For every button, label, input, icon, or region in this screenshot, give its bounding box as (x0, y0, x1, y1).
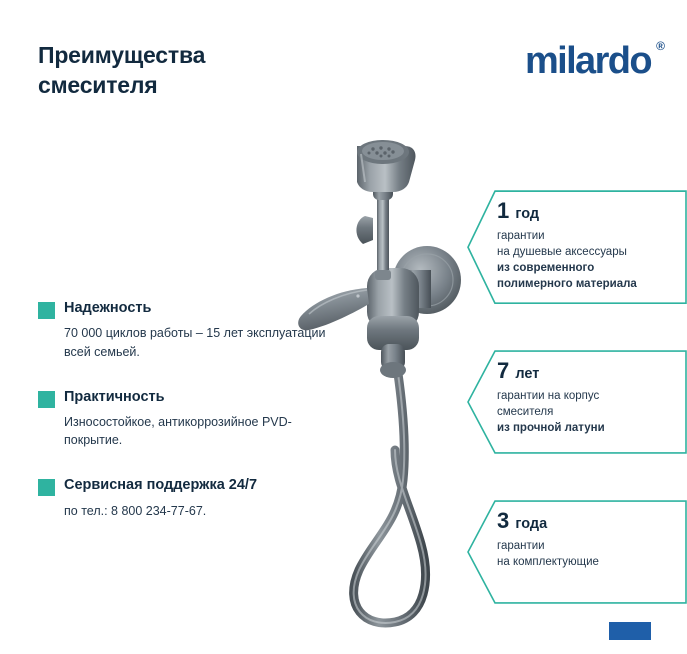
warranty-description (497, 389, 681, 437)
warranty-value (497, 510, 681, 532)
bullet-square-icon (38, 391, 55, 408)
feature-item (38, 389, 338, 450)
warranty-line-2: смесителя (497, 406, 554, 419)
page-title-line-1: Преимущества (38, 42, 206, 68)
warranty-callout (467, 500, 687, 604)
warranty-line-3: из современного (497, 261, 595, 274)
warranty-line-3: из прочной латуни (497, 422, 605, 435)
warranty-line-4: полимерного материала (497, 277, 637, 290)
warranty-description (497, 539, 681, 571)
warranty-number: 3 (497, 508, 510, 534)
brand-logo (524, 39, 665, 82)
feature-title: Надежность (64, 300, 152, 316)
warranty-callouts (467, 190, 687, 650)
warranty-line-1: гарантии на корпус (497, 390, 600, 403)
feature-item (38, 477, 338, 520)
page-title-line-2: смесителя (38, 72, 158, 99)
warranty-number: 1 (497, 198, 510, 223)
warranty-unit: года (515, 516, 548, 533)
bullet-square-icon (38, 302, 55, 319)
warranty-value (497, 200, 681, 222)
warranty-description (497, 229, 681, 292)
warranty-line-1: гарантии (497, 230, 545, 242)
feature-item (38, 300, 338, 361)
feature-title: Сервисная поддержка 24/7 (64, 477, 258, 494)
warranty-line-2: на душевые аксессуары (497, 245, 627, 258)
warranty-unit: год (515, 206, 540, 222)
warranty-line-1: гарантии (497, 540, 545, 553)
warranty-callout (467, 190, 687, 304)
warranty-unit: лет (515, 366, 540, 383)
warranty-callout (467, 350, 687, 454)
features-list (38, 300, 338, 548)
brand-wordmark-text: milardo (524, 40, 651, 82)
feature-text: по тел.: 8 800 234-77-67. (64, 503, 207, 518)
feature-text: Износостойкое, антикоррозийное PVD-покрытие. (64, 415, 292, 448)
accent-bar (609, 622, 651, 640)
registered-trademark-icon: ® (656, 39, 665, 53)
feature-title: Практичность (64, 388, 165, 405)
feature-text: 70 000 циклов работы – 15 лет эксплуатации всей семьей. (64, 326, 326, 359)
warranty-number: 7 (497, 358, 510, 384)
page-title (38, 40, 368, 101)
bullet-square-icon (38, 479, 55, 496)
brand-wordmark (524, 39, 665, 82)
warranty-line-2: на комплектующие (497, 556, 599, 569)
warranty-value (497, 360, 681, 382)
